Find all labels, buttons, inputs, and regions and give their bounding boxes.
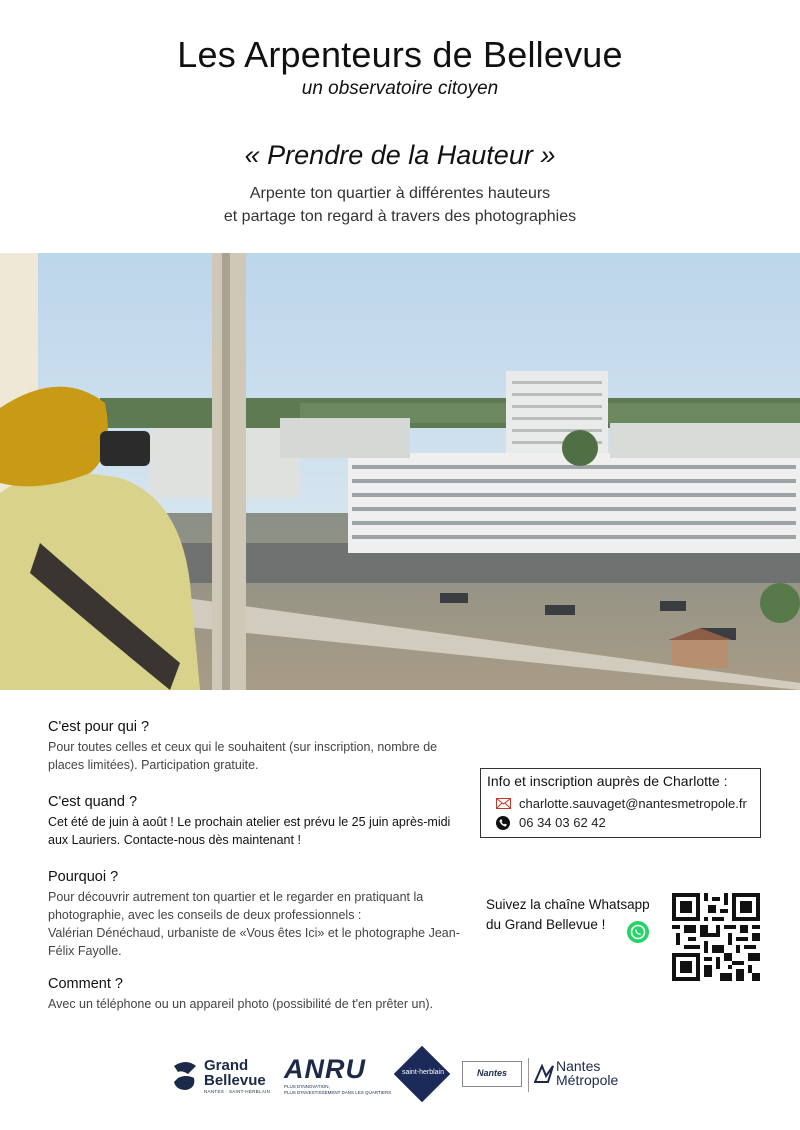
grand-bellevue-logo [172,1054,272,1096]
poster-tagline: « Prendre de la Hauteur » [244,140,556,170]
contact-phone-row[interactable] [487,813,754,832]
contact-phone[interactable]: 06 34 03 62 42 [519,815,606,830]
anru-sub-2: PLUS D'INVESTISSEMENT DANS LES QUARTIERS [284,1089,392,1095]
nantes-metropole-text-1: Nantes [556,1058,601,1074]
anru-sub [284,1084,391,1095]
poster-subtitle: un observatoire citoyen [301,78,499,99]
section-why [48,869,468,960]
contact-email-row[interactable] [487,794,754,813]
qr-code[interactable] [672,893,760,981]
nantes-text: Nantes [476,1068,507,1078]
section-how [48,976,468,1013]
grand-bellevue-text-2: Bellevue [204,1072,266,1089]
whatsapp-line-2: du Grand Bellevue ! [486,917,606,932]
logo-divider [528,1058,529,1092]
grand-bellevue-text-1: Grand [204,1057,249,1074]
partner-logos [0,1046,800,1106]
section-who-heading: C'est pour qui ? [48,719,150,735]
section-when-heading: C'est quand ? [48,794,138,810]
anru-sub-1: PLUS D'INNOVATION, [284,1084,330,1089]
contact-email[interactable]: charlotte.sauvaget@nantesmetropole.fr [519,796,747,811]
saint-herblain-logo [396,1048,450,1102]
section-who [48,719,468,774]
anru-text: ANRU [284,1054,366,1084]
description-line-1: Arpente ton quartier à différentes hauteurs [249,185,551,202]
hero-photo [0,253,800,690]
section-how-text: Avec un téléphone ou un appareil photo (possibilité de t'en prêter un). [48,997,434,1011]
description-line-2: et partage ton regard à travers des photographies [223,208,577,225]
phone-icon [495,816,511,830]
nantes-metropole-mark-icon [534,1064,554,1084]
contact-box [480,768,761,838]
nantes-metropole-text-2: Métropole [556,1072,619,1088]
section-why-heading: Pourquoi ? [48,869,119,885]
whatsapp-icon[interactable] [626,920,650,944]
section-when-text: Cet été de juin à août ! Le prochain atelier est prévu le 25 juin après-midi aux Lauriers. Contacte-nous dès maintenant ! [48,815,451,847]
section-when [48,794,468,849]
anru-logo [284,1054,392,1098]
section-how-heading: Comment ? [48,976,123,992]
grand-bellevue-mark-icon [172,1060,200,1092]
nantes-metropole-logo [534,1058,634,1092]
whatsapp-line-1: Suivez la chaîne Whatsapp [486,897,650,912]
poster-description [0,182,800,228]
nantes-logo [462,1061,522,1087]
envelope-icon [495,797,511,811]
poster-title: Les Arpenteurs de Bellevue [177,34,623,75]
section-why-text-1: Pour découvrir autrement ton quartier et le regarder en pratiquant la photographie, avec les conseils de deux professionnels : [48,890,424,922]
contact-heading: Info et inscription auprès de Charlotte : [487,773,728,789]
section-who-text: Pour toutes celles et ceux qui le souhaitent (sur inscription, nombre de places limitées). Participation gratuite. [48,740,438,772]
saint-herblain-text: saint-herblain [401,1069,445,1076]
section-why-text-2: Valérian Dénéchaud, urbaniste de «Vous êtes Ici» et le photographe Jean-Félix Fayolle. [48,926,460,958]
grand-bellevue-sub: NANTES · SAINT-HERBLAIN [204,1089,271,1094]
